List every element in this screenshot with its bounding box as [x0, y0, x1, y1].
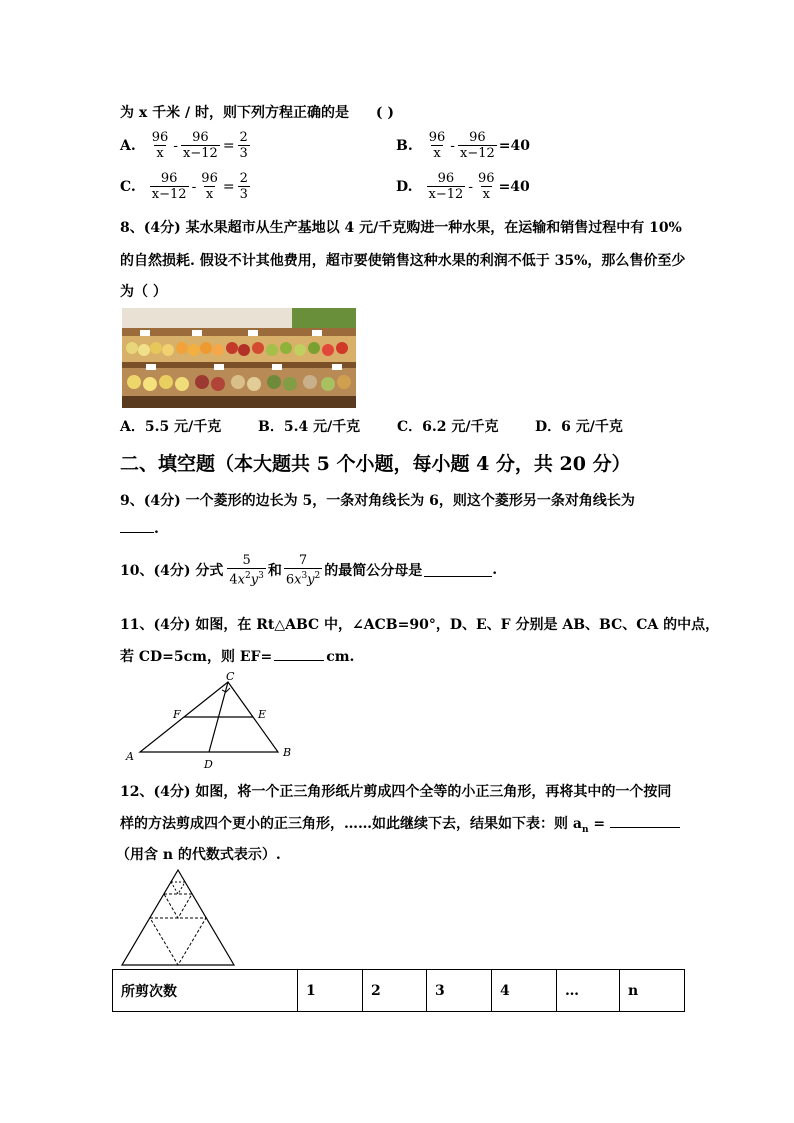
q9-line-2: . — [120, 520, 159, 537]
fraction: $\frac{96}{x}$ — [478, 171, 495, 202]
q10-fraction-1: $\frac{5}{4x^2y^3}$ — [229, 553, 264, 588]
q10-answer-blank — [424, 564, 492, 577]
q9-answer-blank — [120, 520, 154, 533]
label-b: B — [283, 746, 292, 759]
fruit-shelf-photo — [122, 308, 356, 408]
section-2-heading: 二、填空题（本大题共 5 个小题，每小题 4 分，共 20 分） — [120, 453, 631, 475]
table-cell: 3 — [427, 970, 492, 1012]
table-row — [113, 970, 685, 1012]
fraction: $\frac{96}{x}$ — [201, 171, 218, 202]
label-e: E — [258, 708, 267, 721]
q7-stem-text: 为 x 千米 / 时，则下列方程正确的是 — [120, 105, 349, 121]
q11-triangle-figure — [118, 668, 304, 772]
q12-answer-blank — [610, 815, 680, 828]
q12-cut-count-table — [112, 969, 685, 1012]
q8-option-b: B．5.4 元/千克 — [258, 419, 361, 435]
table-cell: 1 — [298, 970, 363, 1012]
table-cell: n — [620, 970, 685, 1012]
q8-option-d: D．6 元/千克 — [535, 419, 623, 435]
q8-line-3: 为（ ） — [120, 284, 167, 300]
q11-answer-blank — [274, 648, 324, 661]
q7-option-b: B. $\frac{96}{x}$ - $\frac{96}{x-12}$ =40 — [396, 130, 530, 161]
fraction: $\frac{96}{x-12}$ — [428, 171, 464, 202]
q11-line-1: 11、(4分) 如图，在 Rt△ABC 中，∠ACB=90°，D、E、F 分别是 AB、BC、CA 的中点， — [120, 617, 720, 633]
fruit-shelf-illustration — [122, 308, 356, 408]
fraction: $\frac{2}{3}$ — [239, 130, 248, 161]
rhs: =40 — [498, 178, 530, 195]
table-cell: 2 — [363, 970, 427, 1012]
q11-line-2: 若 CD=5cm，则 EF= cm. — [120, 649, 355, 665]
fraction: $\frac{96}{x}$ — [151, 130, 169, 161]
q10-prefix: 10、(4分) 分式 — [120, 563, 224, 580]
q12-line-1: 12、(4分) 如图，将一个正三角形纸片剪成四个全等的小正三角形，再将其中的一个按同 — [120, 784, 672, 800]
fraction: $\frac{2}{3}$ — [239, 171, 248, 202]
option-label: D. — [396, 178, 413, 195]
fraction: $\frac{96}{x-12}$ — [460, 130, 495, 161]
label-d: D — [204, 758, 213, 771]
fraction: $\frac{96}{x}$ — [428, 130, 446, 161]
q7-option-d: D. $\frac{96}{x-12}$ - $\frac{96}{x}$ =40 — [396, 171, 530, 202]
q10-fraction-2: $\frac{7}{6x^3y^2}$ — [285, 553, 321, 588]
q7-answer-paren: ( ) — [375, 105, 394, 121]
table-cell: 4 — [492, 970, 557, 1012]
table-cell: … — [557, 970, 620, 1012]
option-label: C. — [120, 178, 136, 195]
q10-suffix: 的最简公分母是 — [324, 563, 423, 580]
q8-line-2: 的自然损耗. 假设不计其他费用，超市要使销售这种水果的利润不低于 35%，那么售价至少 — [120, 253, 686, 269]
label-f: F — [173, 708, 181, 721]
label-c: C — [226, 670, 235, 683]
q8-option-c: C．6.2 元/千克 — [397, 419, 499, 435]
q8-line-1: 8、(4分) 某水果超市从生产基地以 4 元/千克购进一种水果，在运输和销售过程中有 10% — [120, 220, 682, 236]
q12-nested-triangles-figure — [118, 868, 238, 968]
q10-line: 10、(4分) 分式 $\frac{5}{4x^2y^3}$ 和 $\frac{7}{6x^3y^2}$ 的最简公分母是 . — [120, 553, 498, 588]
label-a: A — [126, 750, 134, 763]
q10-and: 和 — [267, 563, 282, 580]
option-label: B. — [396, 137, 413, 154]
option-label: A. — [120, 137, 136, 154]
q7-option-a: A. $\frac{96}{x}$ - $\frac{96}{x-12}$ = $\frac{2}{3}$ — [120, 130, 248, 161]
q7-stem-tail — [120, 102, 394, 122]
q7-option-c: C. $\frac{96}{x-12}$ - $\frac{96}{x}$ = $\frac{2}{3}$ — [120, 171, 248, 202]
fraction: $\frac{96}{x-12}$ — [151, 171, 187, 202]
rhs: =40 — [498, 137, 530, 154]
table-row-header: 所剪次数 — [113, 970, 298, 1012]
q12-line-3: （用含 n 的代数式表示）. — [116, 847, 281, 863]
q12-line-2: 样的方法剪成四个更小的正三角形，……如此继续下去，结果如下表：则 $a_n$ = — [120, 813, 680, 835]
q9-line-1: 9、(4分) 一个菱形的边长为 5，一条对角线长为 6，则这个菱形另一条对角线长为 — [120, 493, 635, 509]
fraction: $\frac{96}{x-12}$ — [183, 130, 218, 161]
q8-option-a: A．5.5 元/千克 — [120, 419, 222, 435]
